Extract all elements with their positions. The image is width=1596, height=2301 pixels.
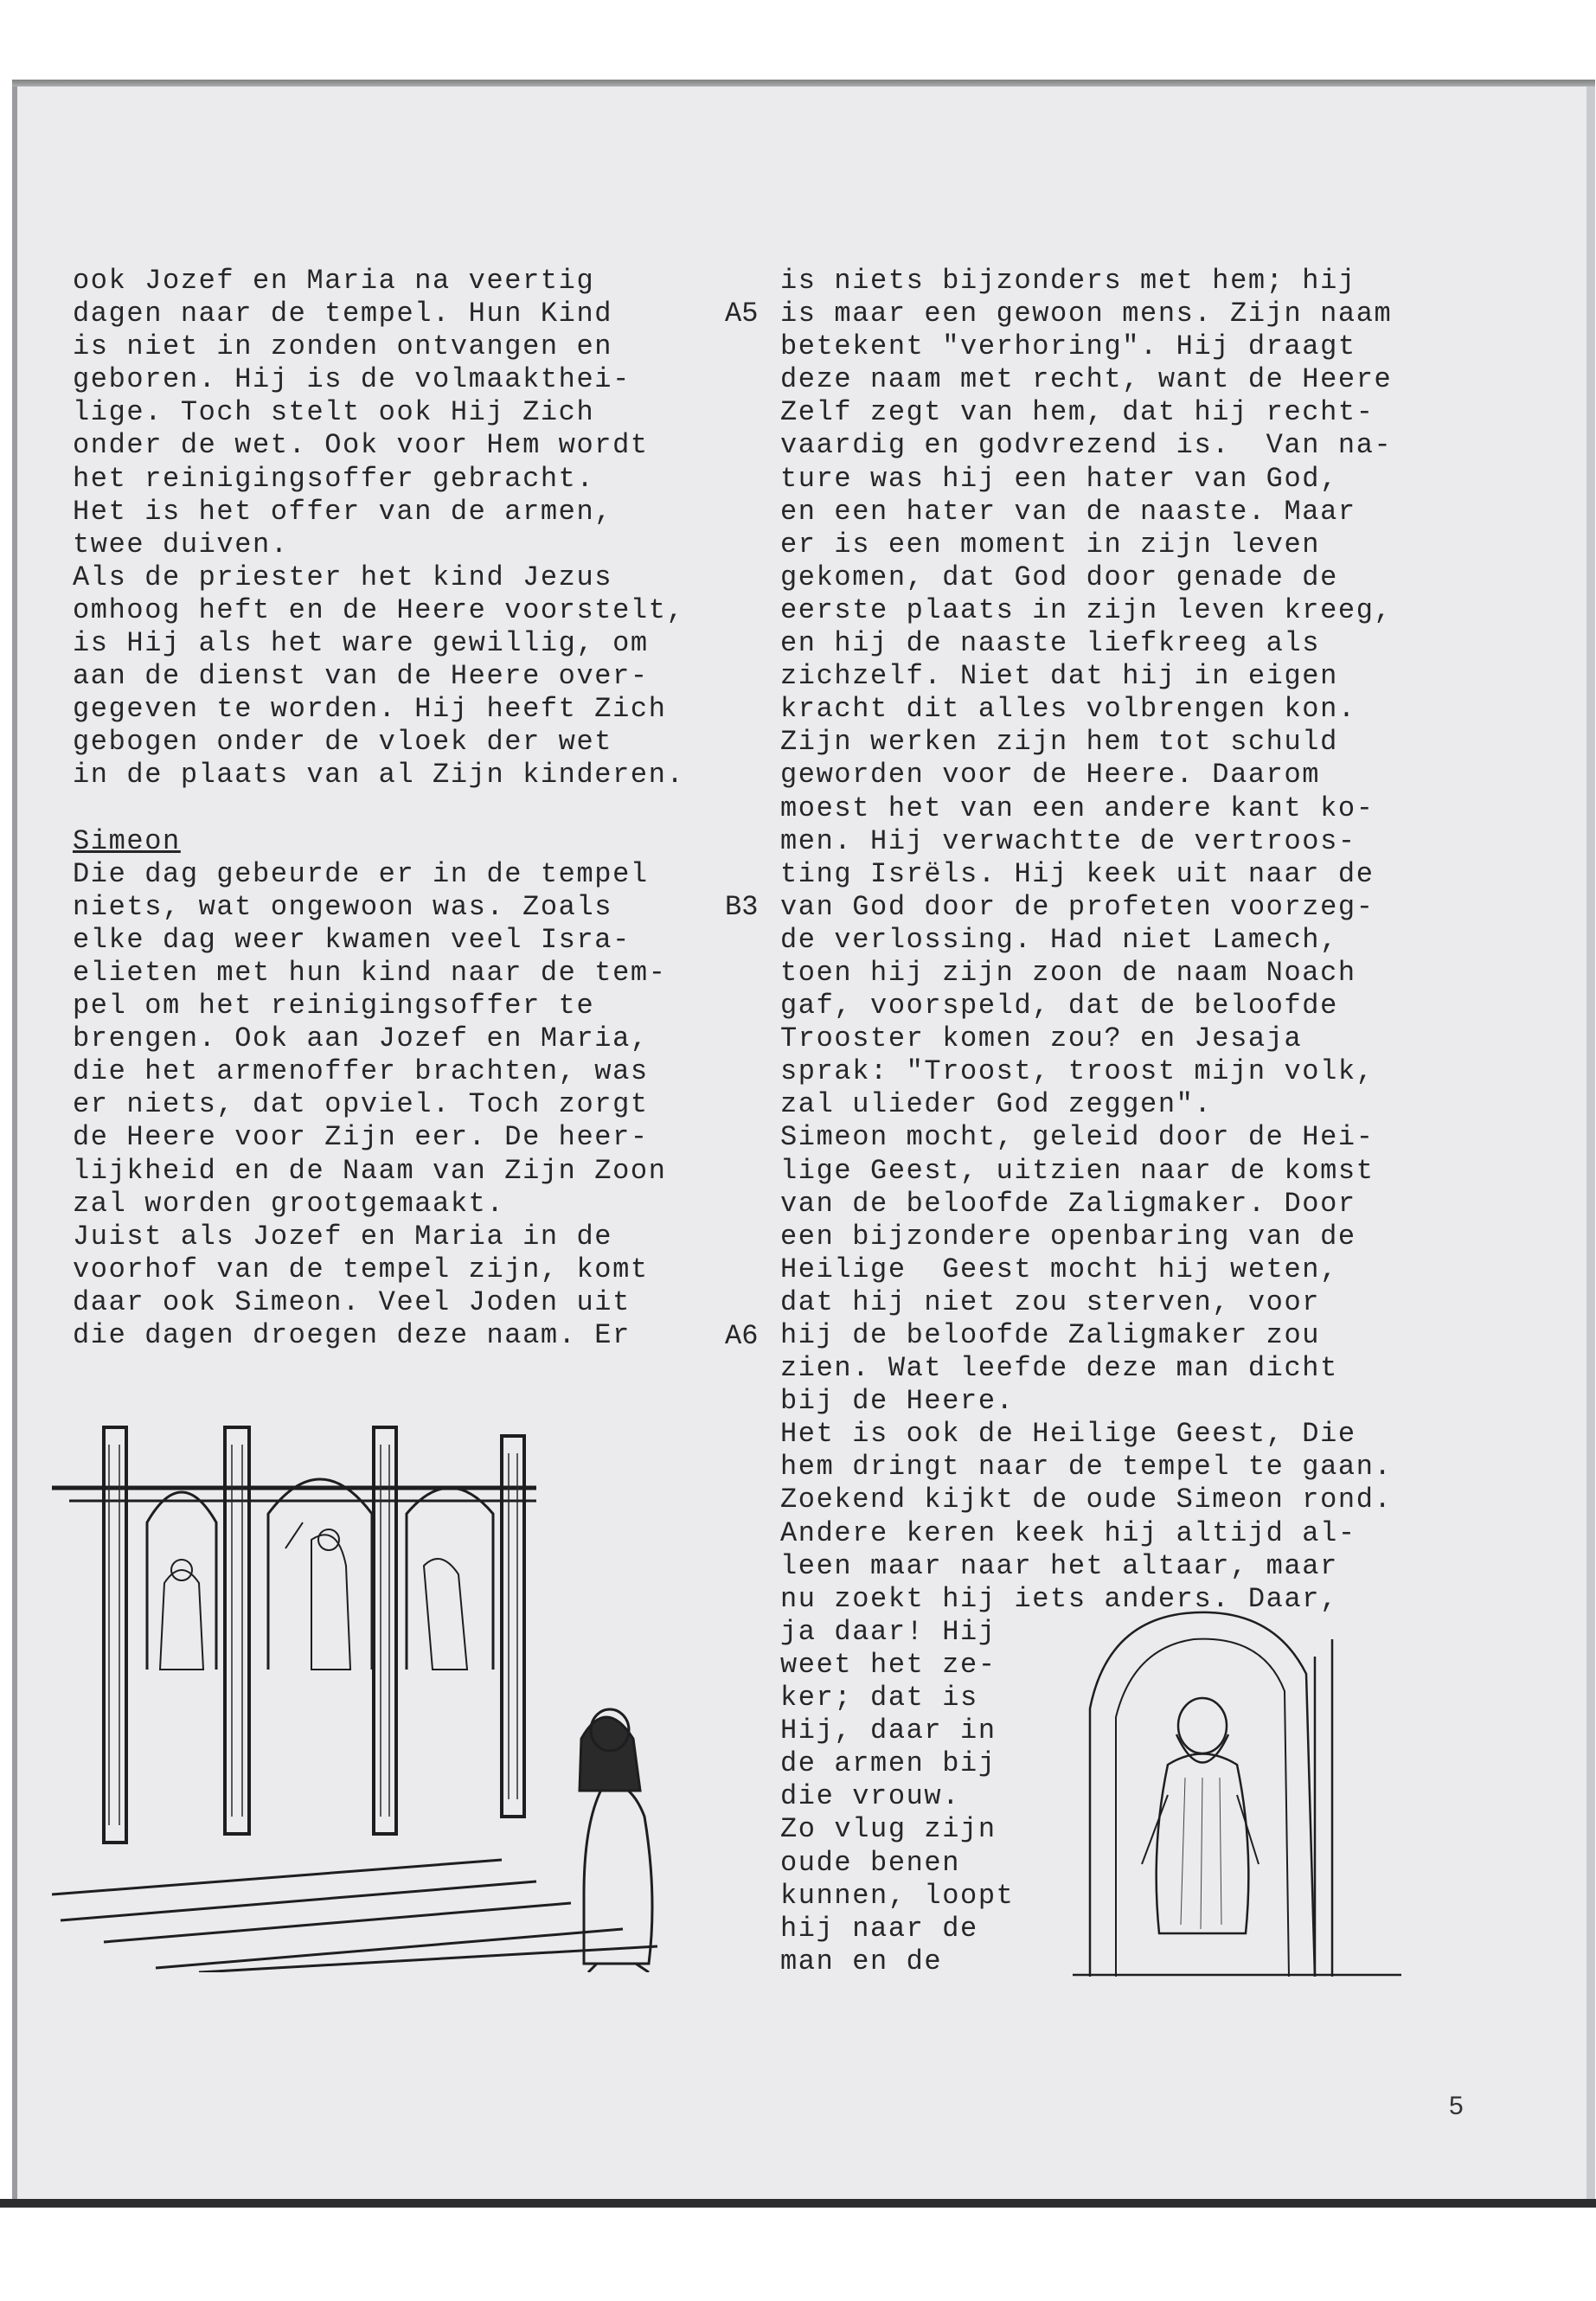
- text-line: Trooster komen zou? en Jesaja: [780, 1022, 1303, 1055]
- text-line: het reinigingsoffer gebracht.: [73, 462, 595, 495]
- text-line: is maar een gewoon mens. Zijn naam: [780, 298, 1393, 330]
- text-line: Juist als Jozef en Maria in de: [73, 1220, 613, 1253]
- text-line: de armen bij: [780, 1747, 997, 1780]
- text-line: ook Jozef en Maria na veertig: [73, 265, 595, 297]
- text-line: toen hij zijn zoon de naam Noach: [780, 956, 1356, 989]
- text-line: ture was hij een hater van God,: [780, 462, 1338, 495]
- text-line: zichzelf. Niet dat hij in eigen: [780, 660, 1338, 693]
- text-line: betekent "verhoring". Hij draagt: [780, 330, 1356, 363]
- text-line: Hij, daar in: [780, 1715, 997, 1747]
- text-line: is Hij als het ware gewillig, om: [73, 627, 649, 660]
- text-line: zien. Wat leefde deze man dicht: [780, 1352, 1338, 1385]
- text-line: gekomen, dat God door genade de: [780, 561, 1338, 593]
- left-column-intro: [73, 265, 759, 792]
- text-line: pel om het reinigingsoffer te: [73, 990, 595, 1022]
- text-line: lijkheid en de Naam van Zijn Zoon: [73, 1154, 667, 1187]
- text-line: gegeven te worden. Hij heeft Zich: [73, 693, 667, 726]
- text-line: die het armenoffer brachten, was: [73, 1055, 649, 1088]
- text-line: Zoekend kijkt de oude Simeon rond.: [780, 1484, 1393, 1516]
- page-number: 5: [1449, 2092, 1464, 2120]
- text-line: Zelf zegt van hem, dat hij recht-: [780, 396, 1375, 429]
- text-line: kracht dit alles volbrengen kon.: [780, 693, 1356, 726]
- text-line: Heilige Geest mocht hij weten,: [780, 1253, 1338, 1285]
- text-line: Zo vlug zijn: [780, 1813, 997, 1846]
- text-line: kunnen, loopt: [780, 1879, 1015, 1912]
- text-line: Het is ook de Heilige Geest, Die: [780, 1418, 1356, 1451]
- scan-bottom-edge: [0, 2199, 1596, 2208]
- text-line: die dagen droegen deze naam. Er: [73, 1319, 631, 1351]
- text-line: nu zoekt hij iets anders. Daar,: [780, 1582, 1338, 1615]
- text-line: Die dag gebeurde er in de tempel: [73, 857, 649, 890]
- text-line: ja daar! Hij: [780, 1615, 997, 1648]
- text-line: weet het ze-: [780, 1648, 997, 1681]
- text-line: Het is het offer van de armen,: [73, 495, 613, 528]
- text-line: een bijzondere openbaring van de: [780, 1220, 1356, 1253]
- temple-colonnade-illustration: [52, 1410, 744, 1972]
- text-line: ker; dat is: [780, 1682, 978, 1715]
- text-line: die vrouw.: [780, 1780, 961, 1813]
- text-line: er niets, dat opviel. Toch zorgt: [73, 1088, 649, 1121]
- text-line: dat hij niet zou sterven, voor: [780, 1285, 1321, 1318]
- text-line: geworden voor de Heere. Daarom: [780, 759, 1321, 792]
- text-line: gebogen onder de vloek der wet: [73, 726, 613, 759]
- text-line: oude benen: [780, 1846, 961, 1879]
- text-line: voorhof van de tempel zijn, komt: [73, 1253, 649, 1285]
- text-line: Andere keren keek hij altijd al-: [780, 1516, 1356, 1549]
- text-line: er is een moment in zijn leven: [780, 528, 1321, 561]
- text-line: elieten met hun kind naar de tem-: [73, 956, 667, 989]
- text-line: leen maar naar het altaar, maar: [780, 1549, 1338, 1582]
- text-line: hij naar de: [780, 1912, 978, 1945]
- text-line: zal ulieder God zeggen".: [780, 1088, 1213, 1121]
- text-line: lige. Toch stelt ook Hij Zich: [73, 396, 595, 429]
- simeon-doorway-illustration: [1073, 1605, 1436, 1977]
- text-line: vaardig en godvrezend is. Van na-: [780, 429, 1393, 462]
- text-line: moest het van een andere kant ko-: [780, 792, 1375, 824]
- text-line: onder de wet. Ook voor Hem wordt: [73, 429, 649, 462]
- text-line: Als de priester het kind Jezus: [73, 561, 613, 593]
- margin-marker-a5: A5: [725, 298, 759, 330]
- text-line: en hij de naaste liefkreeg als: [780, 627, 1321, 660]
- text-line: bij de Heere.: [780, 1385, 1015, 1418]
- left-column-simeon-text: [73, 857, 759, 1352]
- text-line: de Heere voor Zijn eer. De heer-: [73, 1121, 649, 1154]
- text-line: sprak: "Troost, troost mijn volk,: [780, 1055, 1375, 1088]
- margin-marker-a6: A6: [725, 1320, 759, 1352]
- text-line: Zijn werken zijn hem tot schuld: [780, 726, 1338, 759]
- text-line: is niets bijzonders met hem; hij: [780, 265, 1356, 297]
- text-line: de verlossing. Had niet Lamech,: [780, 923, 1338, 956]
- text-line: geboren. Hij is de volmaakthei-: [73, 363, 631, 396]
- text-line: eerste plaats in zijn leven kreeg,: [780, 593, 1393, 626]
- text-line: brengen. Ook aan Jozef en Maria,: [73, 1022, 649, 1055]
- text-line: en een hater van de naaste. Maar: [780, 495, 1356, 528]
- text-line: niets, wat ongewoon was. Zoals: [73, 890, 613, 923]
- text-line: zal worden grootgemaakt.: [73, 1187, 505, 1220]
- section-heading-simeon: Simeon: [73, 824, 181, 857]
- text-line: deze naam met recht, want de Heere: [780, 363, 1393, 396]
- margin-marker-b3: B3: [725, 891, 759, 923]
- text-line: hem dringt naar de tempel te gaan.: [780, 1451, 1393, 1484]
- text-line: lige Geest, uitzien naar de komst: [780, 1154, 1375, 1187]
- text-line: van God door de profeten voorzeg-: [780, 890, 1375, 923]
- text-line: van de beloofde Zaligmaker. Door: [780, 1187, 1356, 1220]
- text-line: dagen naar de tempel. Hun Kind: [73, 298, 613, 330]
- text-line: twee duiven.: [73, 528, 289, 561]
- text-line: daar ook Simeon. Veel Joden uit: [73, 1285, 631, 1318]
- text-line: omhoog heft en de Heere voorstelt,: [73, 593, 685, 626]
- text-line: gaf, voorspeld, dat de beloofde: [780, 990, 1338, 1022]
- text-line: in de plaats van al Zijn kinderen.: [73, 759, 685, 792]
- text-line: ting Isrëls. Hij keek uit naar de: [780, 857, 1375, 890]
- text-line: elke dag weer kwamen veel Isra-: [73, 923, 631, 956]
- left-column: [73, 265, 759, 1352]
- text-line: is niet in zonden ontvangen en: [73, 330, 613, 363]
- text-line: men. Hij verwachtte de vertroos-: [780, 824, 1356, 857]
- text-line: hij de beloofde Zaligmaker zou: [780, 1319, 1321, 1351]
- text-line: man en de: [780, 1945, 943, 1977]
- text-line: aan de dienst van de Heere over-: [73, 660, 649, 693]
- text-line: Simeon mocht, geleid door de Hei-: [780, 1121, 1375, 1154]
